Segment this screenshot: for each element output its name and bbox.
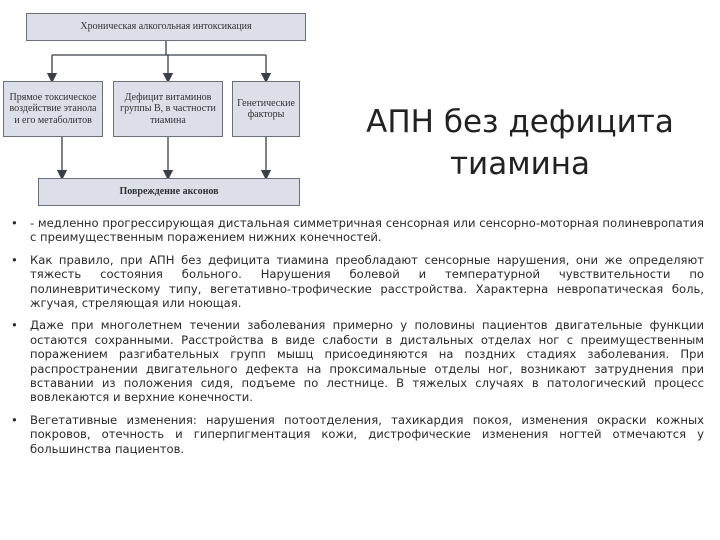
bullet-text: - медленно прогрессирующая дистальная симметричная сенсорная или сенсорно-моторная полиневропатия с преимущественным поражением нижних конечностей. bbox=[30, 216, 704, 245]
bullet-text: Как правило, при АПН без дефицита тиамина преобладают сенсорные нарушения, они же определяют тяжесть состояния больного. Нарушения болевой и температурной чувствительности по полиневритическому типу, вегетативно-трофические расстройства. Характерна невропатическая боль, жгучая, стреляющая или ноющая. bbox=[30, 252, 704, 311]
bullet-item bbox=[8, 253, 704, 311]
slide-title bbox=[340, 102, 700, 186]
bullet-text: Вегетативные изменения: нарушения потоотделения, тахикардия покоя, изменения окраски кожных покровов, отечность и гиперпигментация кожи, дистрофические изменения ногтей отмечаются у большинства пациентов. bbox=[30, 412, 704, 456]
bullet-item bbox=[8, 318, 704, 404]
genetic-factors-box: Генетические факторы bbox=[232, 81, 300, 137]
bullet-item bbox=[8, 216, 704, 245]
slide-title-line-1: АПН без дефицита bbox=[366, 104, 674, 140]
bullet-item bbox=[8, 413, 704, 456]
slide-title-line-2: тиамина bbox=[450, 145, 590, 182]
bullet-list bbox=[8, 216, 704, 464]
axon-damage-box: Повреждение аксонов bbox=[38, 178, 300, 206]
bullet-text: Даже при многолетнем течении заболевания примерно у половины пациентов двигательные функции остаются сохранными. Расстройства в виде слабости в дистальных отделах ног с преимущественным поражением разгибательных групп мышц присоединяются на поздних стадиях заболевания. При распространении двигательного дефекта на проксимальные отделы ног, возникают затруднения при вставании из положения сидя, подъеме по лестнице. В тяжелых случаях в патологический процесс вовлекаются и верхние конечности. bbox=[30, 318, 704, 405]
bullet-icon: • bbox=[11, 412, 18, 427]
bullet-icon: • bbox=[11, 318, 18, 333]
bullet-icon: • bbox=[11, 216, 18, 230]
chronic-intoxication-box: Хроническая алкогольная интоксикация bbox=[26, 13, 306, 41]
toxic-effect-box: Прямое токсическое воздействие этанола и его метаболитов bbox=[3, 81, 103, 137]
bullet-icon: • bbox=[11, 252, 18, 267]
vitamin-deficiency-box: Дефицит витаминов группы В, в частности тиамина bbox=[113, 81, 223, 137]
pathogenesis-diagram bbox=[0, 0, 310, 210]
